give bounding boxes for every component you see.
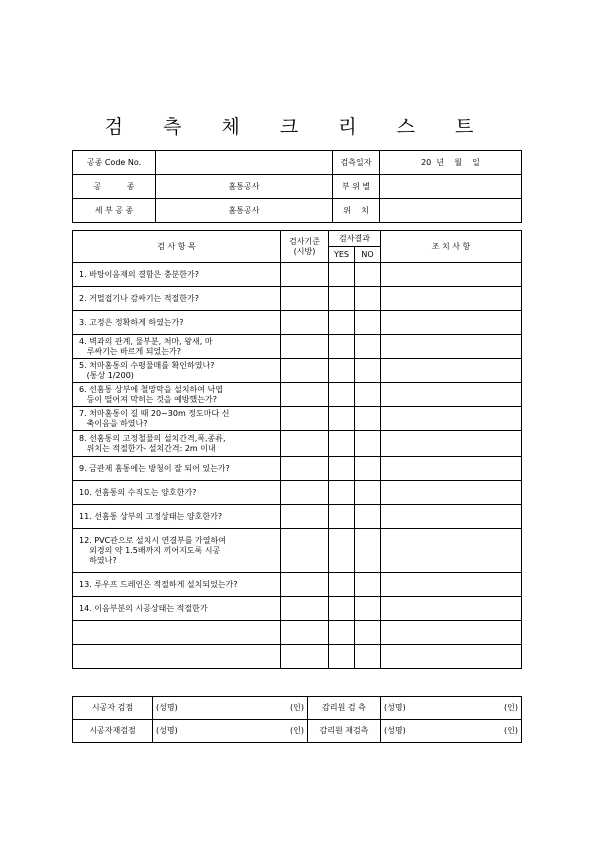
no-cell[interactable] xyxy=(355,287,381,311)
action-cell[interactable] xyxy=(381,505,522,529)
no-cell[interactable] xyxy=(355,263,381,287)
name-label: (성명) xyxy=(156,726,178,735)
yes-cell[interactable] xyxy=(329,359,355,383)
action-cell[interactable] xyxy=(381,263,522,287)
check-item: 13. 루우프 드레인은 적절하게 설치되었는가? xyxy=(73,573,281,597)
part-value[interactable] xyxy=(380,175,522,199)
table-row xyxy=(73,621,522,645)
action-cell[interactable] xyxy=(381,311,522,335)
yes-cell[interactable] xyxy=(329,529,355,573)
no-cell[interactable] xyxy=(355,407,381,431)
standard-cell[interactable] xyxy=(281,573,329,597)
table-row xyxy=(73,481,522,505)
yes-cell[interactable] xyxy=(329,645,355,669)
no-cell[interactable] xyxy=(355,645,381,669)
name-label: (성명) xyxy=(156,703,178,712)
date-label: 검측일자 xyxy=(333,151,380,175)
check-item: 9. 금관제 홈통에는 방청이 잘 되어 있는가? xyxy=(73,457,281,481)
standard-cell[interactable] xyxy=(281,263,329,287)
checklist-table xyxy=(72,230,522,669)
standard-cell[interactable] xyxy=(281,335,329,359)
yes-cell[interactable] xyxy=(329,431,355,457)
standard-cell[interactable] xyxy=(281,407,329,431)
check-item: 10. 선홈통의 수직도는 양호한가? xyxy=(73,481,281,505)
signature-table xyxy=(72,696,522,743)
no-cell[interactable] xyxy=(355,481,381,505)
page-title: 검 측 체 크 리 스 트 xyxy=(104,116,491,138)
sub-work-value[interactable]: 홈통공사 xyxy=(156,199,333,223)
no-cell[interactable] xyxy=(355,529,381,573)
no-cell[interactable] xyxy=(355,621,381,645)
yes-cell[interactable] xyxy=(329,457,355,481)
check-item: 14. 이음부분의 시공상태는 적절한가 xyxy=(73,597,281,621)
yes-cell[interactable] xyxy=(329,573,355,597)
action-cell[interactable] xyxy=(381,573,522,597)
table-row xyxy=(73,573,522,597)
work-type-value[interactable]: 홈통공사 xyxy=(156,175,333,199)
seal-label: (인) xyxy=(290,703,304,712)
yes-cell[interactable] xyxy=(329,481,355,505)
standard-cell[interactable] xyxy=(281,359,329,383)
check-item: 5. 처마홈통의 수평물매를 확인하였나? (통상 1/200) xyxy=(73,359,281,383)
supervisor-recheck-label: 감리원 재검측 xyxy=(308,720,381,743)
header-standard: 검사기준 (시방) xyxy=(281,231,329,263)
check-item: 7. 처마홈통이 길 때 20~30m 정도마다 신 축이음을 하였나? xyxy=(73,407,281,431)
contractor-check-signature[interactable] xyxy=(153,697,308,720)
table-row xyxy=(73,263,522,287)
check-item xyxy=(73,645,281,669)
position-value[interactable] xyxy=(380,199,522,223)
check-item xyxy=(73,621,281,645)
yes-cell[interactable] xyxy=(329,311,355,335)
action-cell[interactable] xyxy=(381,383,522,407)
part-label: 부 위 별 xyxy=(333,175,380,199)
header-no: NO xyxy=(355,247,381,263)
table-row xyxy=(73,505,522,529)
table-row xyxy=(73,335,522,359)
standard-cell[interactable] xyxy=(281,383,329,407)
code-label: 공종 Code No. xyxy=(73,151,156,175)
check-item: 12. PVC관으로 설치시 연결부를 가열하여 외경의 약 1.5배까지 끼어지도록 시공 하였나? xyxy=(73,529,281,573)
standard-cell[interactable] xyxy=(281,457,329,481)
action-cell[interactable] xyxy=(381,457,522,481)
info-table xyxy=(72,150,522,223)
header-yes: YES xyxy=(329,247,355,263)
no-cell[interactable] xyxy=(355,597,381,621)
yes-cell[interactable] xyxy=(329,621,355,645)
name-label: (성명) xyxy=(384,726,406,735)
contractor-recheck-signature[interactable] xyxy=(153,720,308,743)
table-row xyxy=(73,597,522,621)
no-cell[interactable] xyxy=(355,573,381,597)
header-item: 검 사 항 목 xyxy=(73,231,281,263)
action-cell[interactable] xyxy=(381,529,522,573)
work-type-label: 공 종 xyxy=(73,175,156,199)
check-item: 4. 벽과의 관계, 물부분, 처마, 왕새, 마 루싸기는 바르게 되었는가? xyxy=(73,335,281,359)
sub-work-label: 세 부 공 종 xyxy=(73,199,156,223)
table-row xyxy=(73,311,522,335)
no-cell[interactable] xyxy=(355,457,381,481)
no-cell[interactable] xyxy=(355,383,381,407)
contractor-check-label: 시공자 검점 xyxy=(73,697,153,720)
supervisor-check-signature[interactable] xyxy=(381,697,522,720)
code-value[interactable] xyxy=(156,151,333,175)
name-label: (성명) xyxy=(384,703,406,712)
no-cell[interactable] xyxy=(355,505,381,529)
standard-cell[interactable] xyxy=(281,481,329,505)
table-row xyxy=(73,287,522,311)
table-row xyxy=(73,645,522,669)
no-cell[interactable] xyxy=(355,431,381,457)
yes-cell[interactable] xyxy=(329,335,355,359)
no-cell[interactable] xyxy=(355,335,381,359)
table-row xyxy=(73,407,522,431)
header-action: 조 치 사 항 xyxy=(381,231,522,263)
header-result: 검사결과 xyxy=(329,231,381,247)
position-label: 위 치 xyxy=(333,199,380,223)
yes-cell[interactable] xyxy=(329,383,355,407)
supervisor-recheck-signature[interactable] xyxy=(381,720,522,743)
check-item: 8. 선홈통의 고정철물의 설치간격,폭,종류, 위치는 적절한가- 설치간격: 2m 이내 xyxy=(73,431,281,457)
check-item: 1. 바탕이음재의 결함은 충분한가? xyxy=(73,263,281,287)
no-cell[interactable] xyxy=(355,359,381,383)
action-cell[interactable] xyxy=(381,335,522,359)
check-item: 2. 거멀접기나 감싸기는 적절한가? xyxy=(73,287,281,311)
standard-cell[interactable] xyxy=(281,287,329,311)
standard-cell[interactable] xyxy=(281,529,329,573)
action-cell[interactable] xyxy=(381,287,522,311)
contractor-recheck-label: 시공자재검점 xyxy=(73,720,153,743)
standard-cell[interactable] xyxy=(281,431,329,457)
action-cell[interactable] xyxy=(381,481,522,505)
seal-label: (인) xyxy=(290,726,304,735)
seal-label: (인) xyxy=(504,726,518,735)
check-item: 6. 선홈통 상부에 철망막을 설치하여 낙엽 등이 떨어져 막히는 것을 예방했는가? xyxy=(73,383,281,407)
check-item: 11. 선홈통 상부의 고정상태는 양호한가? xyxy=(73,505,281,529)
yes-cell[interactable] xyxy=(329,287,355,311)
action-cell[interactable] xyxy=(381,597,522,621)
action-cell[interactable] xyxy=(381,645,522,669)
supervisor-check-label: 감리원 검 측 xyxy=(308,697,381,720)
standard-cell[interactable] xyxy=(281,505,329,529)
table-row xyxy=(73,457,522,481)
standard-cell[interactable] xyxy=(281,645,329,669)
yes-cell[interactable] xyxy=(329,407,355,431)
seal-label: (인) xyxy=(504,703,518,712)
action-cell[interactable] xyxy=(381,431,522,457)
table-row xyxy=(73,383,522,407)
table-row xyxy=(73,431,522,457)
table-row xyxy=(73,359,522,383)
date-value[interactable]: 20 년 월 일 xyxy=(380,151,522,175)
yes-cell[interactable] xyxy=(329,505,355,529)
standard-cell[interactable] xyxy=(281,621,329,645)
action-cell[interactable] xyxy=(381,407,522,431)
yes-cell[interactable] xyxy=(329,597,355,621)
check-item: 3. 고정은 정확하게 하였는가? xyxy=(73,311,281,335)
yes-cell[interactable] xyxy=(329,263,355,287)
standard-cell[interactable] xyxy=(281,597,329,621)
no-cell[interactable] xyxy=(355,311,381,335)
action-cell[interactable] xyxy=(381,621,522,645)
table-row xyxy=(73,529,522,573)
standard-cell[interactable] xyxy=(281,311,329,335)
action-cell[interactable] xyxy=(381,359,522,383)
